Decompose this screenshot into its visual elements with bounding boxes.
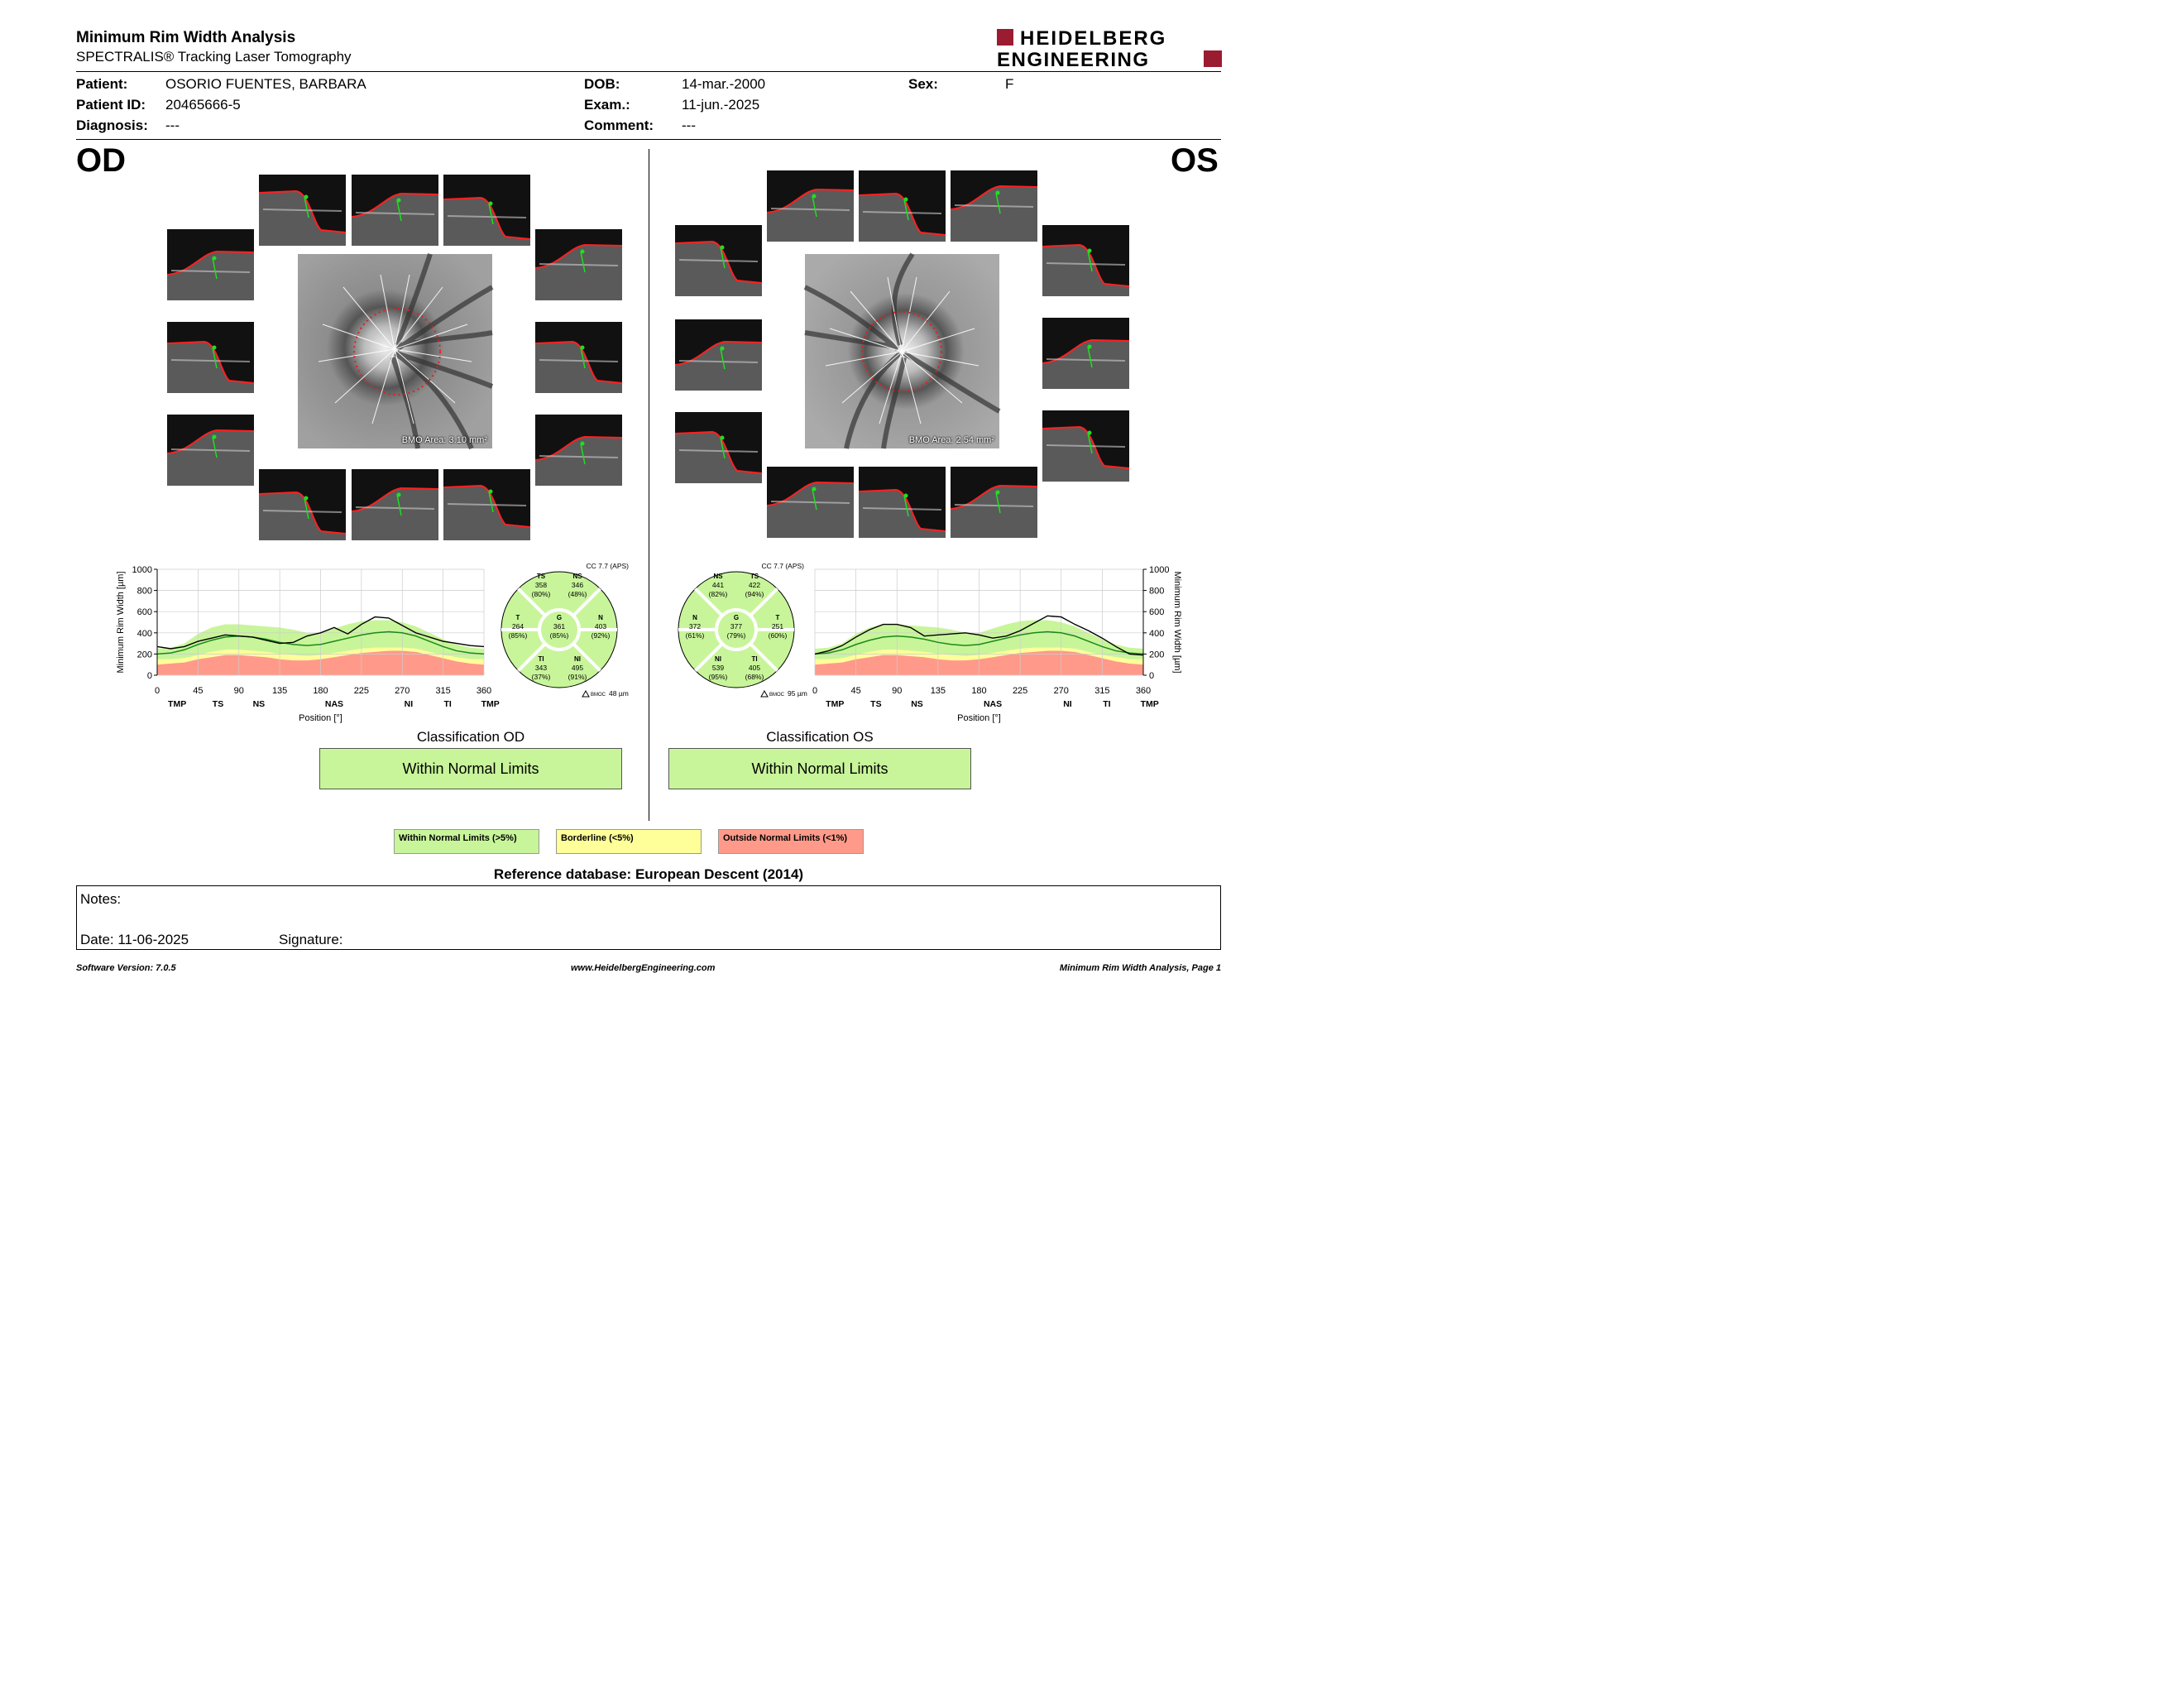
x-tick-label: 270 [395, 686, 410, 696]
bmoc-value: 48 µm [609, 689, 629, 698]
sector-name: NS [572, 573, 582, 580]
dob-value: 14-mar.-2000 [682, 76, 766, 92]
oct-scan-drawing [1042, 225, 1129, 296]
bmoc-delta-icon [582, 691, 589, 697]
oct-scan-drawing [675, 412, 762, 483]
oct-scan-thumbnail [859, 170, 946, 242]
oct-scan-drawing [167, 229, 254, 300]
patient-id-label: Patient ID: [76, 97, 146, 113]
sector-axis-label: NS [911, 699, 923, 709]
sector-value: 422 [748, 581, 761, 589]
legend-outside: Outside Normal Limits (<1%) [718, 829, 864, 854]
x-tick-label: 0 [812, 686, 818, 696]
sector-percent: (82%) [708, 590, 728, 598]
od-mrw-chart [112, 561, 500, 727]
x-tick-label: 315 [1094, 686, 1110, 696]
sector-axis-label: TMP [168, 699, 187, 709]
oct-scan-thumbnail [1042, 410, 1129, 482]
sector-percent: (60%) [768, 631, 788, 640]
oct-scan-thumbnail [675, 225, 762, 296]
patient-label: Patient: [76, 76, 128, 92]
logo-line1: HEIDELBERG [1020, 27, 1167, 50]
y-axis-title: Minimum Rim Width [µm] [116, 571, 126, 674]
x-tick-label: 225 [353, 686, 370, 696]
oct-scan-thumbnail [951, 467, 1037, 538]
x-axis-title: Position [°] [957, 713, 1001, 723]
sector-value: 441 [711, 581, 725, 589]
oct-scan-thumbnail [767, 467, 854, 538]
oct-scan-drawing [859, 170, 946, 242]
x-tick-label: 360 [1135, 686, 1152, 696]
heidelberg-logo [997, 28, 1222, 71]
od-classification-title: Classification OD [416, 729, 525, 745]
reference-database: Reference database: European Descent (2014) [493, 866, 804, 882]
legend-normal: Within Normal Limits (>5%) [394, 829, 539, 854]
x-tick-label: 135 [271, 686, 288, 696]
x-tick-label: 135 [930, 686, 946, 696]
x-tick-label: 0 [154, 686, 160, 696]
report-subtitle: SPECTRALIS® Tracking Laser Tomography [76, 49, 352, 65]
sector-axis-label: TS [870, 699, 882, 709]
od-label: OD [76, 142, 126, 179]
oct-scan-thumbnail [259, 175, 346, 246]
bmoc-subscript: BMOC [591, 693, 606, 698]
oct-scan-drawing [443, 175, 530, 246]
exam-label: Exam.: [584, 97, 630, 113]
os-classification-box: Within Normal Limits [668, 748, 971, 789]
sector-value: 343 [534, 664, 548, 672]
oct-scan-thumbnail [535, 322, 622, 393]
sector-percent: (48%) [568, 590, 587, 598]
od-classification-box: Within Normal Limits [319, 748, 622, 789]
sex-label: Sex: [908, 76, 938, 92]
sector-name: G [556, 614, 563, 621]
report-title: Minimum Rim Width Analysis [76, 29, 296, 46]
sector-name: N [598, 614, 603, 621]
os-sector-chart [672, 561, 812, 702]
y-tick-label: 600 [1149, 607, 1165, 618]
sector-name: G [733, 614, 740, 621]
sector-axis-label: NI [1063, 699, 1072, 709]
sector-percent: (92%) [591, 631, 611, 640]
sector-name: TI [751, 655, 758, 663]
notes-label: Notes: [80, 891, 122, 907]
x-tick-label: 180 [313, 686, 328, 696]
sector-axis-label: TMP [481, 699, 500, 709]
sector-name: N [692, 614, 697, 621]
os-fundus-image [805, 254, 999, 448]
y-tick-label: 200 [1149, 650, 1165, 660]
x-tick-label: 270 [1053, 686, 1069, 696]
patient-id-value: 20465666-5 [165, 97, 241, 113]
sector-axis-label: TMP [1140, 699, 1159, 709]
sector-name: T [775, 614, 780, 621]
y-tick-label: 400 [1149, 628, 1165, 639]
comment-value: --- [682, 117, 696, 133]
oct-scan-drawing [675, 225, 762, 296]
sector-value: 264 [511, 622, 524, 631]
sector-percent: (68%) [745, 673, 764, 681]
sector-axis-label: NI [404, 699, 414, 709]
exam-value: 11-jun.-2025 [682, 97, 760, 113]
bmoc-value: 95 µm [788, 689, 807, 698]
y-tick-label: 800 [1149, 586, 1165, 597]
y-tick-label: 1000 [132, 565, 152, 575]
y-tick-label: 800 [136, 586, 152, 597]
sector-value: 403 [594, 622, 607, 631]
notes-box [76, 885, 1221, 950]
oct-scan-thumbnail [259, 469, 346, 540]
oct-scan-thumbnail [1042, 225, 1129, 296]
bmoc-subscript: BMOC [769, 693, 784, 698]
sector-name: NI [715, 655, 721, 663]
sector-axis-label: TMP [826, 699, 845, 709]
sector-axis-label: TI [1103, 699, 1111, 709]
oct-scan-thumbnail [352, 469, 438, 540]
oct-scan-thumbnail [167, 415, 254, 486]
sector-percent: (94%) [745, 590, 764, 598]
oct-scan-thumbnail [675, 319, 762, 391]
oct-scan-drawing [443, 469, 530, 540]
oct-scan-thumbnail [352, 175, 438, 246]
sector-name: T [515, 614, 520, 621]
sector-value: 358 [534, 581, 548, 589]
sector-percent: (80%) [531, 590, 551, 598]
dob-label: DOB: [584, 76, 620, 92]
sector-name: NI [574, 655, 581, 663]
sector-value: 251 [771, 622, 784, 631]
website: www.HeidelbergEngineering.com [571, 963, 716, 973]
x-tick-label: 180 [971, 686, 987, 696]
oct-scan-drawing [352, 175, 438, 246]
oct-scan-thumbnail [1042, 318, 1129, 389]
sector-value: 346 [571, 581, 584, 589]
x-tick-label: 45 [193, 686, 204, 696]
od-bmo-area: BMO Area: 3.10 mm² [401, 435, 487, 445]
y-tick-label: 0 [1149, 671, 1155, 681]
sector-name: NS [713, 573, 723, 580]
oct-scan-drawing [535, 322, 622, 393]
sector-value: 372 [688, 622, 702, 631]
sex-value: F [1005, 76, 1014, 92]
sector-name: TS [536, 573, 546, 580]
oct-scan-thumbnail [443, 469, 530, 540]
oct-scan-thumbnail [167, 229, 254, 300]
legend-borderline: Borderline (<5%) [556, 829, 702, 854]
sector-value: 377 [730, 622, 743, 631]
oct-scan-drawing [259, 469, 346, 540]
y-tick-label: 200 [136, 650, 152, 660]
diagnosis-label: Diagnosis: [76, 117, 148, 133]
sector-axis-label: TS [212, 699, 224, 709]
oct-scan-drawing [535, 229, 622, 300]
od-fundus-drawing [298, 254, 492, 448]
sector-name: TS [750, 573, 759, 580]
sector-percent: (37%) [531, 673, 551, 681]
oct-scan-drawing [767, 467, 854, 538]
patient-value: OSORIO FUENTES, BARBARA [165, 76, 366, 92]
sector-percent: (85%) [549, 631, 569, 640]
sector-name: TI [538, 655, 544, 663]
oct-scan-drawing [1042, 318, 1129, 389]
oct-scan-drawing [167, 322, 254, 393]
sector-value: 539 [711, 664, 725, 672]
x-tick-label: 90 [233, 686, 244, 696]
oct-scan-drawing [1042, 410, 1129, 482]
os-mrw-chart [807, 561, 1187, 727]
x-tick-label: 360 [476, 686, 492, 696]
oct-scan-thumbnail [767, 170, 854, 242]
sector-percent: (85%) [508, 631, 528, 640]
x-tick-label: 90 [892, 686, 903, 696]
x-tick-label: 315 [435, 686, 451, 696]
logo-line2: ENGINEERING [997, 49, 1150, 71]
sector-axis-label: NS [252, 699, 266, 709]
oct-scan-thumbnail [535, 229, 622, 300]
od-fundus-image [298, 254, 492, 448]
y-tick-label: 0 [146, 671, 152, 681]
oct-scan-thumbnail [443, 175, 530, 246]
x-tick-label: 225 [1012, 686, 1028, 696]
oct-scan-drawing [859, 467, 946, 538]
bmoc-delta-icon [761, 691, 768, 697]
y-axis-title: Minimum Rim Width [µm] [1172, 571, 1182, 674]
sector-value: 495 [571, 664, 584, 672]
oct-scan-drawing [259, 175, 346, 246]
y-tick-label: 600 [136, 607, 152, 618]
os-fundus-drawing [805, 254, 999, 448]
signature-label: Signature: [279, 932, 343, 947]
oct-scan-thumbnail [675, 412, 762, 483]
sector-percent: (61%) [685, 631, 705, 640]
oct-scan-drawing [535, 415, 622, 486]
sector-value: 405 [748, 664, 761, 672]
diagnosis-value: --- [165, 117, 180, 133]
od-sector-chart [495, 561, 635, 702]
oct-scan-drawing [767, 170, 854, 242]
header-divider [76, 71, 1221, 72]
x-tick-label: 45 [850, 686, 861, 696]
y-tick-label: 1000 [1149, 565, 1170, 575]
oct-scan-drawing [675, 319, 762, 391]
software-version: Software Version: 7.0.5 [76, 963, 176, 973]
oct-scan-thumbnail [951, 170, 1037, 242]
sector-axis-label: NAS [983, 699, 1003, 709]
os-classification-title: Classification OS [766, 729, 874, 745]
oct-scan-drawing [352, 469, 438, 540]
os-label: OS [1171, 142, 1219, 179]
comment-label: Comment: [584, 117, 654, 133]
sector-percent: (95%) [708, 673, 728, 681]
oct-scan-drawing [167, 415, 254, 486]
os-bmo-area: BMO Area: 2.54 mm² [908, 435, 994, 445]
sector-percent: (79%) [726, 631, 746, 640]
oct-scan-thumbnail [859, 467, 946, 538]
oct-scan-thumbnail [535, 415, 622, 486]
info-divider [76, 139, 1221, 140]
y-tick-label: 400 [136, 628, 152, 639]
cc-label: CC 7.7 (APS) [761, 562, 804, 570]
sector-percent: (91%) [568, 673, 587, 681]
sector-value: 361 [553, 622, 566, 631]
cc-label: CC 7.7 (APS) [586, 562, 629, 570]
x-axis-title: Position [°] [299, 713, 342, 723]
sector-axis-label: NAS [324, 699, 344, 709]
sector-axis-label: TI [443, 699, 452, 709]
oct-scan-drawing [951, 467, 1037, 538]
page-info: Minimum Rim Width Analysis, Page 1 [1059, 963, 1221, 973]
oct-scan-drawing [951, 170, 1037, 242]
date-label: Date: 11-06-2025 [80, 932, 189, 947]
oct-scan-thumbnail [167, 322, 254, 393]
